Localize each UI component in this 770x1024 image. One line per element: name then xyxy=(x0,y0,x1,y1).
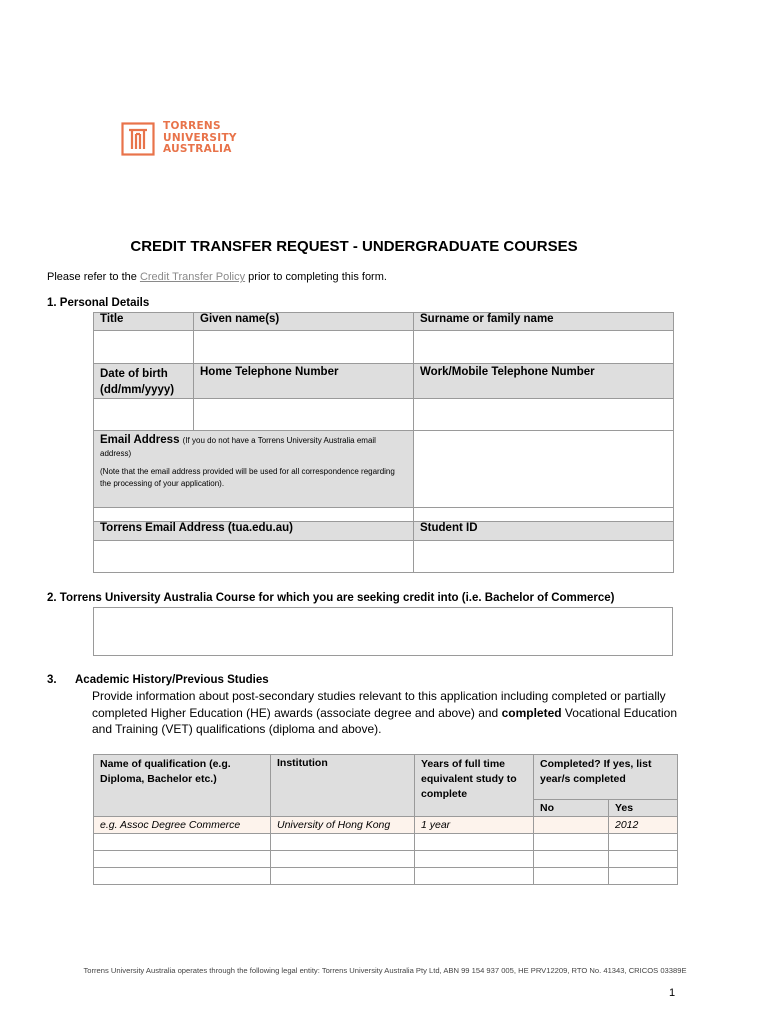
intro-after: prior to completing this form. xyxy=(245,271,387,283)
email-note-2: (Note that the email address provided will be used for all correspondence regarding the processing of your application). xyxy=(100,467,395,488)
no-cell[interactable] xyxy=(534,834,609,851)
dob-label-cell xyxy=(94,364,194,399)
yes-cell[interactable] xyxy=(609,851,678,868)
qualification-cell[interactable] xyxy=(94,868,271,885)
qualification-cell[interactable] xyxy=(94,834,271,851)
section-3-instructions xyxy=(92,688,692,738)
work-phone-field[interactable] xyxy=(414,399,674,431)
home-phone-label: Home Telephone Number xyxy=(194,364,414,399)
col-qualification: Name of qualification (e.g. Diploma, Bachelor etc.) xyxy=(94,755,271,817)
title-label: Title xyxy=(94,313,194,331)
spacer-cell-left xyxy=(94,508,414,522)
legal-footer: Torrens University Australia operates through the following legal entity: Torrens University Australia Pty Ltd, ABN 99 154 937 005, HE PRV12209, RTO No. 41343, CRICOS 03389E xyxy=(83,966,687,975)
col-yes: Yes xyxy=(609,800,678,817)
title-field[interactable] xyxy=(94,331,194,364)
student-id-label: Student ID xyxy=(414,522,674,541)
no-cell[interactable] xyxy=(534,868,609,885)
instructions-part-1: Provide information about post-secondary studies relevant to this application including completed or partially completed Higher Education (HE) awards (associate degree and above) and xyxy=(92,689,666,720)
table-row xyxy=(94,851,678,868)
yes-cell[interactable] xyxy=(609,868,678,885)
course-field[interactable] xyxy=(93,607,673,656)
given-name-field[interactable] xyxy=(194,331,414,364)
page-number: 1 xyxy=(669,987,676,999)
surname-field[interactable] xyxy=(414,331,674,364)
student-id-field[interactable] xyxy=(414,541,674,573)
university-logo-text xyxy=(163,121,237,156)
col-institution: Institution xyxy=(271,755,415,817)
instructions-part-2: Vocational Education and Training (VET) qualifications (diploma and above). xyxy=(92,705,678,736)
spacer-cell-right xyxy=(414,508,674,522)
email-label: Email Address xyxy=(100,434,180,446)
section-3-number: 3. xyxy=(47,674,57,686)
years-cell[interactable] xyxy=(415,851,534,868)
home-phone-field[interactable] xyxy=(194,399,414,431)
example-yes: 2012 xyxy=(609,817,678,834)
example-no xyxy=(534,817,609,834)
personal-details-table xyxy=(93,312,674,573)
dob-format-label: (dd/mm/yyyy) xyxy=(100,384,175,396)
example-qualification: e.g. Assoc Degree Commerce xyxy=(94,817,271,834)
logo-line-2: UNIVERSITY xyxy=(163,131,237,144)
dob-field[interactable] xyxy=(94,399,194,431)
academic-history-table xyxy=(93,754,678,885)
section-2-heading: 2. Torrens University Australia Course for which you are seeking credit into (i.e. Bachelor of Commerce) xyxy=(47,592,615,604)
email-note-1: (If you do not have a Torrens University Australia email address) xyxy=(100,436,376,458)
logo-line-1: TORRENS xyxy=(163,120,221,132)
qualification-cell[interactable] xyxy=(94,851,271,868)
years-cell[interactable] xyxy=(415,868,534,885)
section-1-heading: 1. Personal Details xyxy=(47,297,150,309)
torrens-email-field[interactable] xyxy=(94,541,414,573)
work-phone-label: Work/Mobile Telephone Number xyxy=(414,364,674,399)
example-years: 1 year xyxy=(415,817,534,834)
form-title: CREDIT TRANSFER REQUEST - UNDERGRADUATE COURSES xyxy=(130,238,578,255)
dob-label: Date of birth xyxy=(100,368,168,380)
logo-line-3: AUSTRALIA xyxy=(163,143,232,155)
col-no: No xyxy=(534,800,609,817)
institution-cell[interactable] xyxy=(271,868,415,885)
col-years: Years of full time equivalent study to complete xyxy=(415,755,534,817)
section-3-heading: Academic History/Previous Studies xyxy=(75,674,269,686)
no-cell[interactable] xyxy=(534,851,609,868)
email-label-block xyxy=(100,434,407,460)
example-institution: University of Hong Kong xyxy=(271,817,415,834)
torrens-logo-icon xyxy=(121,122,155,156)
institution-cell[interactable] xyxy=(271,851,415,868)
yes-cell[interactable] xyxy=(609,834,678,851)
intro-before: Please refer to the xyxy=(47,271,140,283)
torrens-email-label: Torrens Email Address (tua.edu.au) xyxy=(94,522,414,541)
table-row xyxy=(94,868,678,885)
intro-text xyxy=(47,271,387,283)
given-name-label: Given name(s) xyxy=(194,313,414,331)
instructions-bold: completed xyxy=(501,705,562,720)
credit-transfer-policy-link[interactable]: Credit Transfer Policy xyxy=(139,271,246,283)
surname-label: Surname or family name xyxy=(414,313,674,331)
email-label-cell xyxy=(94,431,414,508)
years-cell[interactable] xyxy=(415,834,534,851)
institution-cell[interactable] xyxy=(271,834,415,851)
email-field[interactable] xyxy=(414,431,674,508)
table-row xyxy=(94,834,678,851)
col-completed: Completed? If yes, list year/s completed xyxy=(534,755,678,800)
